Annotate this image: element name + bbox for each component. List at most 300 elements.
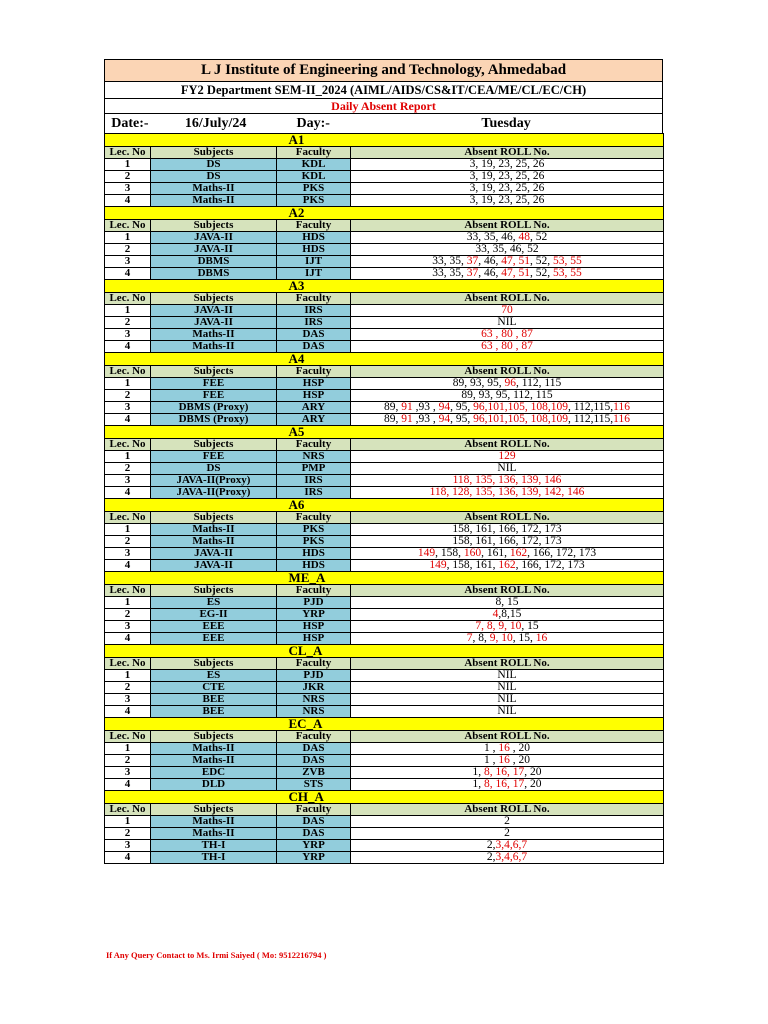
- lecture-number: 2: [105, 755, 151, 767]
- absent-roll-header: Absent ROLL No.: [351, 512, 664, 524]
- faculty-cell: JKR: [277, 682, 351, 694]
- roll-segment: 89,: [384, 401, 402, 413]
- subject-cell: JAVA-II: [151, 305, 277, 317]
- lecture-number: 2: [105, 171, 151, 183]
- absent-roll-cell: [351, 536, 664, 548]
- roll-segment: 89, 93, 95,: [452, 377, 505, 389]
- absent-roll-cell: [351, 171, 664, 183]
- absent-roll-cell: [351, 548, 664, 560]
- absent-roll-cell: [351, 451, 664, 463]
- absent-roll-cell: [351, 524, 664, 536]
- section-spacer: [105, 499, 277, 512]
- table-row: [105, 390, 664, 402]
- roll-segment-highlight: 91: [401, 401, 413, 413]
- column-header-row: [105, 366, 664, 378]
- table-row: [105, 621, 664, 633]
- lecture-number: 3: [105, 329, 151, 341]
- faculty-cell: HSP: [277, 378, 351, 390]
- subjects-header: Subjects: [151, 804, 277, 816]
- absent-roll-header: Absent ROLL No.: [351, 658, 664, 670]
- roll-segment-highlight: 8, 16, 17: [484, 778, 525, 790]
- roll-segment: 158, 161, 166, 172, 173: [452, 535, 562, 547]
- section-spacer: [105, 718, 277, 731]
- roll-segment: , 112, 115: [516, 377, 562, 389]
- roll-segment: 33, 35, 46, 52: [475, 243, 539, 255]
- roll-segment: 33, 35,: [432, 267, 467, 279]
- lecture-number: 4: [105, 268, 151, 280]
- lecture-number: 4: [105, 414, 151, 426]
- lecture-number: 2: [105, 609, 151, 621]
- table-row: [105, 828, 664, 840]
- roll-segment-highlight: 96,101,105, 108,109: [473, 413, 569, 425]
- absent-roll-cell: [351, 317, 664, 329]
- roll-segment-highlight: 118, 128, 135, 136, 139, 142, 146: [429, 486, 585, 498]
- roll-segment: 1,: [472, 778, 484, 790]
- roll-segment-highlight: 149: [417, 547, 436, 559]
- subject-cell: JAVA-II: [151, 232, 277, 244]
- roll-segment: , 95,: [450, 401, 474, 413]
- roll-segment: , 112,115,: [568, 413, 614, 425]
- roll-segment: 89, 93, 95, 112, 115: [461, 389, 553, 401]
- lecture-number: 2: [105, 828, 151, 840]
- roll-segment: , 161,: [481, 547, 510, 559]
- roll-segment-highlight: 70: [501, 304, 513, 316]
- absent-roll-cell: [351, 609, 664, 621]
- section-name: CH_A: [277, 791, 664, 804]
- contact-footer: If Any Query Contact to Ms. Irmi Saiyed ( Mo: 9512216794 ): [106, 950, 327, 960]
- absent-roll-cell: [351, 463, 664, 475]
- absent-roll-cell: [351, 256, 664, 268]
- column-header-row: [105, 512, 664, 524]
- subject-cell: JAVA-II: [151, 317, 277, 329]
- roll-segment-highlight: 162: [509, 547, 528, 559]
- table-row: [105, 378, 664, 390]
- faculty-cell: NRS: [277, 451, 351, 463]
- subject-cell: JAVA-II(Proxy): [151, 487, 277, 499]
- section-name: ME_A: [277, 572, 664, 585]
- absent-roll-cell: [351, 852, 664, 864]
- absent-roll-cell: [351, 402, 664, 414]
- roll-segment: , 52: [530, 231, 548, 243]
- absent-roll-cell: [351, 183, 664, 195]
- roll-segment-highlight: 118, 135, 136, 139, 146: [452, 474, 562, 486]
- roll-segment: NIL: [497, 462, 517, 474]
- faculty-cell: DAS: [277, 755, 351, 767]
- lec-no-header: Lec. No: [105, 512, 151, 524]
- lecture-number: 2: [105, 536, 151, 548]
- lec-no-header: Lec. No: [105, 804, 151, 816]
- faculty-cell: PKS: [277, 183, 351, 195]
- subject-cell: JAVA-II: [151, 244, 277, 256]
- table-row: [105, 183, 664, 195]
- section-spacer: [105, 280, 277, 293]
- roll-segment-highlight: 47, 51: [501, 267, 530, 279]
- roll-segment: NIL: [497, 681, 517, 693]
- column-header-row: [105, 293, 664, 305]
- absent-roll-cell: [351, 779, 664, 791]
- absent-roll-header: Absent ROLL No.: [351, 366, 664, 378]
- subjects-header: Subjects: [151, 658, 277, 670]
- subject-cell: DBMS: [151, 256, 277, 268]
- subject-cell: Maths-II: [151, 195, 277, 207]
- table-row: [105, 159, 664, 171]
- lec-no-header: Lec. No: [105, 731, 151, 743]
- roll-segment-highlight: 9, 10: [489, 632, 513, 644]
- subject-cell: DS: [151, 463, 277, 475]
- section-spacer: [105, 572, 277, 585]
- subject-cell: Maths-II: [151, 329, 277, 341]
- faculty-cell: HDS: [277, 232, 351, 244]
- roll-segment: , 20: [509, 742, 530, 754]
- table-row: [105, 767, 664, 779]
- faculty-cell: DAS: [277, 341, 351, 353]
- subject-cell: DS: [151, 159, 277, 171]
- roll-segment-highlight: 4: [492, 608, 499, 620]
- roll-segment: 3, 19, 23, 25, 26: [469, 194, 545, 206]
- lecture-number: 1: [105, 816, 151, 828]
- faculty-cell: IJT: [277, 256, 351, 268]
- absent-roll-cell: [351, 414, 664, 426]
- section-row: [105, 499, 664, 512]
- absent-roll-cell: [351, 560, 664, 572]
- roll-segment-highlight: 37: [466, 267, 479, 279]
- absent-roll-cell: [351, 195, 664, 207]
- section-spacer: [105, 134, 277, 147]
- faculty-cell: IRS: [277, 487, 351, 499]
- section-row: [105, 718, 664, 731]
- subject-cell: BEE: [151, 706, 277, 718]
- table-row: [105, 743, 664, 755]
- lecture-number: 3: [105, 475, 151, 487]
- roll-segment-highlight: 129: [498, 450, 516, 462]
- section-row: [105, 426, 664, 439]
- roll-segment-highlight: 162: [498, 559, 516, 571]
- lecture-number: 1: [105, 524, 151, 536]
- lecture-number: 3: [105, 840, 151, 852]
- table-row: [105, 305, 664, 317]
- date-value: 16/July/24: [184, 116, 247, 131]
- faculty-header: Faculty: [277, 585, 351, 597]
- column-header-row: [105, 147, 664, 159]
- roll-segment: , 15: [521, 620, 539, 632]
- subjects-header: Subjects: [151, 585, 277, 597]
- roll-segment: 2: [504, 827, 510, 839]
- subject-cell: ES: [151, 670, 277, 682]
- roll-segment-highlight: 48: [518, 231, 530, 243]
- section-spacer: [105, 426, 277, 439]
- faculty-cell: DAS: [277, 816, 351, 828]
- roll-segment: 2: [504, 815, 510, 827]
- roll-segment-highlight: 7, 8, 9, 10: [475, 620, 522, 632]
- roll-segment: NIL: [497, 669, 517, 681]
- roll-segment-highlight: 37: [466, 255, 479, 267]
- lecture-number: 3: [105, 183, 151, 195]
- lecture-number: 3: [105, 694, 151, 706]
- section-name: CL_A: [277, 645, 664, 658]
- faculty-cell: DAS: [277, 329, 351, 341]
- subjects-header: Subjects: [151, 293, 277, 305]
- roll-segment: , 158,: [435, 547, 464, 559]
- table-row: [105, 840, 664, 852]
- section-name: A1: [277, 134, 664, 147]
- faculty-cell: KDL: [277, 171, 351, 183]
- roll-segment-highlight: 116: [613, 401, 630, 413]
- roll-segment: NIL: [497, 705, 517, 717]
- faculty-cell: YRP: [277, 609, 351, 621]
- faculty-header: Faculty: [277, 512, 351, 524]
- table-row: [105, 244, 664, 256]
- faculty-cell: IJT: [277, 268, 351, 280]
- roll-segment-highlight: 96,101,105, 108,109: [473, 401, 569, 413]
- section-name: A3: [277, 280, 664, 293]
- table-row: [105, 256, 664, 268]
- lecture-number: 3: [105, 767, 151, 779]
- absent-roll-cell: [351, 755, 664, 767]
- day-value: Tuesday: [481, 116, 531, 131]
- column-header-row: [105, 220, 664, 232]
- faculty-cell: KDL: [277, 159, 351, 171]
- lecture-number: 1: [105, 232, 151, 244]
- faculty-cell: PKS: [277, 195, 351, 207]
- lecture-number: 4: [105, 633, 151, 645]
- absent-roll-cell: [351, 621, 664, 633]
- subject-cell: DS: [151, 171, 277, 183]
- absent-roll-cell: [351, 840, 664, 852]
- faculty-cell: HDS: [277, 560, 351, 572]
- faculty-cell: PJD: [277, 670, 351, 682]
- absent-roll-cell: [351, 378, 664, 390]
- lecture-number: 2: [105, 463, 151, 475]
- report-title: Daily Absent Report: [104, 98, 663, 113]
- roll-segment: , 95,: [450, 413, 474, 425]
- subject-cell: JAVA-II(Proxy): [151, 475, 277, 487]
- lecture-number: 2: [105, 390, 151, 402]
- subject-cell: TH-I: [151, 852, 277, 864]
- roll-segment: NIL: [497, 316, 517, 328]
- column-header-row: [105, 731, 664, 743]
- subject-cell: FEE: [151, 390, 277, 402]
- faculty-header: Faculty: [277, 366, 351, 378]
- lecture-number: 3: [105, 402, 151, 414]
- faculty-cell: PMP: [277, 463, 351, 475]
- section-spacer: [105, 353, 277, 366]
- table-row: [105, 633, 664, 645]
- lecture-number: 1: [105, 451, 151, 463]
- lec-no-header: Lec. No: [105, 293, 151, 305]
- absent-roll-cell: [351, 487, 664, 499]
- subject-cell: EDC: [151, 767, 277, 779]
- subject-cell: Maths-II: [151, 524, 277, 536]
- subject-cell: Maths-II: [151, 828, 277, 840]
- roll-segment: , 20: [524, 766, 542, 778]
- date-row: [104, 113, 663, 133]
- lecture-number: 4: [105, 779, 151, 791]
- roll-segment: 8, 15: [495, 596, 519, 608]
- faculty-cell: HSP: [277, 633, 351, 645]
- table-row: [105, 852, 664, 864]
- subjects-header: Subjects: [151, 220, 277, 232]
- subjects-header: Subjects: [151, 366, 277, 378]
- section-spacer: [105, 207, 277, 220]
- lec-no-header: Lec. No: [105, 585, 151, 597]
- roll-segment: , 46,: [478, 255, 502, 267]
- lec-no-header: Lec. No: [105, 366, 151, 378]
- lecture-number: 3: [105, 548, 151, 560]
- subject-cell: Maths-II: [151, 755, 277, 767]
- table-row: [105, 548, 664, 560]
- table-row: [105, 195, 664, 207]
- lecture-number: 3: [105, 256, 151, 268]
- absent-roll-cell: [351, 475, 664, 487]
- roll-segment-highlight: 3,4,6,7: [495, 851, 528, 863]
- faculty-cell: PJD: [277, 597, 351, 609]
- faculty-header: Faculty: [277, 293, 351, 305]
- lec-no-header: Lec. No: [105, 658, 151, 670]
- roll-segment-highlight: 63 , 80 , 87: [481, 328, 533, 340]
- table-row: [105, 694, 664, 706]
- lec-no-header: Lec. No: [105, 147, 151, 159]
- absent-roll-cell: [351, 682, 664, 694]
- absent-roll-cell: [351, 244, 664, 256]
- roll-segment-highlight: 16: [498, 742, 510, 754]
- roll-segment: , 52,: [530, 267, 553, 279]
- faculty-cell: IRS: [277, 305, 351, 317]
- faculty-cell: YRP: [277, 852, 351, 864]
- faculty-header: Faculty: [277, 658, 351, 670]
- absent-roll-cell: [351, 743, 664, 755]
- lecture-number: 1: [105, 378, 151, 390]
- subject-cell: FEE: [151, 451, 277, 463]
- roll-segment: 3, 19, 23, 25, 26: [469, 182, 545, 194]
- roll-segment: 1 ,: [484, 754, 499, 766]
- roll-segment-highlight: 91: [401, 413, 413, 425]
- lecture-number: 1: [105, 159, 151, 171]
- section-name: A2: [277, 207, 664, 220]
- roll-segment-highlight: 116: [613, 413, 630, 425]
- subject-cell: DBMS (Proxy): [151, 402, 277, 414]
- roll-segment-highlight: 16: [535, 632, 548, 644]
- roll-segment-highlight: 96: [504, 377, 517, 389]
- faculty-cell: YRP: [277, 840, 351, 852]
- absent-roll-cell: [351, 232, 664, 244]
- table-row: [105, 475, 664, 487]
- lecture-number: 1: [105, 305, 151, 317]
- section-row: [105, 353, 664, 366]
- faculty-header: Faculty: [277, 147, 351, 159]
- lecture-number: 2: [105, 682, 151, 694]
- lecture-number: 4: [105, 852, 151, 864]
- section-row: [105, 572, 664, 585]
- subject-cell: DBMS (Proxy): [151, 414, 277, 426]
- lecture-number: 4: [105, 560, 151, 572]
- section-row: [105, 207, 664, 220]
- roll-segment: , 166, 172, 173: [527, 547, 597, 559]
- absent-roll-cell: [351, 694, 664, 706]
- absent-roll-header: Absent ROLL No.: [351, 585, 664, 597]
- roll-segment-highlight: 149: [429, 559, 447, 571]
- faculty-header: Faculty: [277, 220, 351, 232]
- absent-roll-cell: [351, 329, 664, 341]
- faculty-cell: IRS: [277, 317, 351, 329]
- lecture-number: 4: [105, 195, 151, 207]
- faculty-header: Faculty: [277, 804, 351, 816]
- faculty-cell: NRS: [277, 706, 351, 718]
- table-row: [105, 536, 664, 548]
- lecture-number: 4: [105, 706, 151, 718]
- roll-segment: 3, 19, 23, 25, 26: [469, 170, 545, 182]
- subjects-header: Subjects: [151, 439, 277, 451]
- faculty-cell: ARY: [277, 414, 351, 426]
- lecture-number: 2: [105, 317, 151, 329]
- subjects-header: Subjects: [151, 512, 277, 524]
- subject-cell: JAVA-II: [151, 548, 277, 560]
- roll-segment-highlight: 94: [438, 401, 451, 413]
- table-row: [105, 232, 664, 244]
- absent-roll-cell: [351, 268, 664, 280]
- section-spacer: [105, 791, 277, 804]
- section-row: [105, 791, 664, 804]
- roll-segment-highlight: 8, 16, 17: [484, 766, 525, 778]
- column-header-row: [105, 658, 664, 670]
- faculty-cell: PKS: [277, 524, 351, 536]
- subject-cell: DBMS: [151, 268, 277, 280]
- table-row: [105, 560, 664, 572]
- absent-roll-header: Absent ROLL No.: [351, 220, 664, 232]
- table-row: [105, 487, 664, 499]
- absent-roll-cell: [351, 633, 664, 645]
- roll-segment: 89,: [384, 413, 402, 425]
- absent-roll-header: Absent ROLL No.: [351, 147, 664, 159]
- faculty-cell: ZVB: [277, 767, 351, 779]
- subjects-header: Subjects: [151, 147, 277, 159]
- lecture-number: 1: [105, 743, 151, 755]
- subject-cell: FEE: [151, 378, 277, 390]
- absent-roll-cell: [351, 341, 664, 353]
- absent-roll-cell: [351, 816, 664, 828]
- table-row: [105, 524, 664, 536]
- roll-segment: NIL: [497, 693, 517, 705]
- table-row: [105, 609, 664, 621]
- subjects-header: Subjects: [151, 731, 277, 743]
- lecture-number: 2: [105, 244, 151, 256]
- roll-segment: , 20: [524, 778, 542, 790]
- roll-segment: , 20: [509, 754, 530, 766]
- table-row: [105, 451, 664, 463]
- absent-roll-cell: [351, 828, 664, 840]
- absent-roll-cell: [351, 159, 664, 171]
- lecture-number: 4: [105, 487, 151, 499]
- lec-no-header: Lec. No: [105, 439, 151, 451]
- faculty-cell: DAS: [277, 743, 351, 755]
- faculty-cell: HSP: [277, 621, 351, 633]
- absent-roll-header: Absent ROLL No.: [351, 804, 664, 816]
- table-row: [105, 597, 664, 609]
- table-row: [105, 755, 664, 767]
- roll-segment: 158, 161, 166, 172, 173: [452, 523, 562, 535]
- roll-segment-highlight: 160: [463, 547, 482, 559]
- subject-cell: EEE: [151, 621, 277, 633]
- lec-no-header: Lec. No: [105, 220, 151, 232]
- roll-segment: , 46,: [478, 267, 502, 279]
- roll-segment: 1,: [472, 766, 484, 778]
- lecture-number: 4: [105, 341, 151, 353]
- roll-segment: 33, 35,: [432, 255, 467, 267]
- roll-segment: , 8,: [472, 632, 490, 644]
- roll-segment: ,8,15: [498, 608, 522, 620]
- section-name: A4: [277, 353, 664, 366]
- absent-table: [104, 133, 664, 864]
- subject-cell: Maths-II: [151, 341, 277, 353]
